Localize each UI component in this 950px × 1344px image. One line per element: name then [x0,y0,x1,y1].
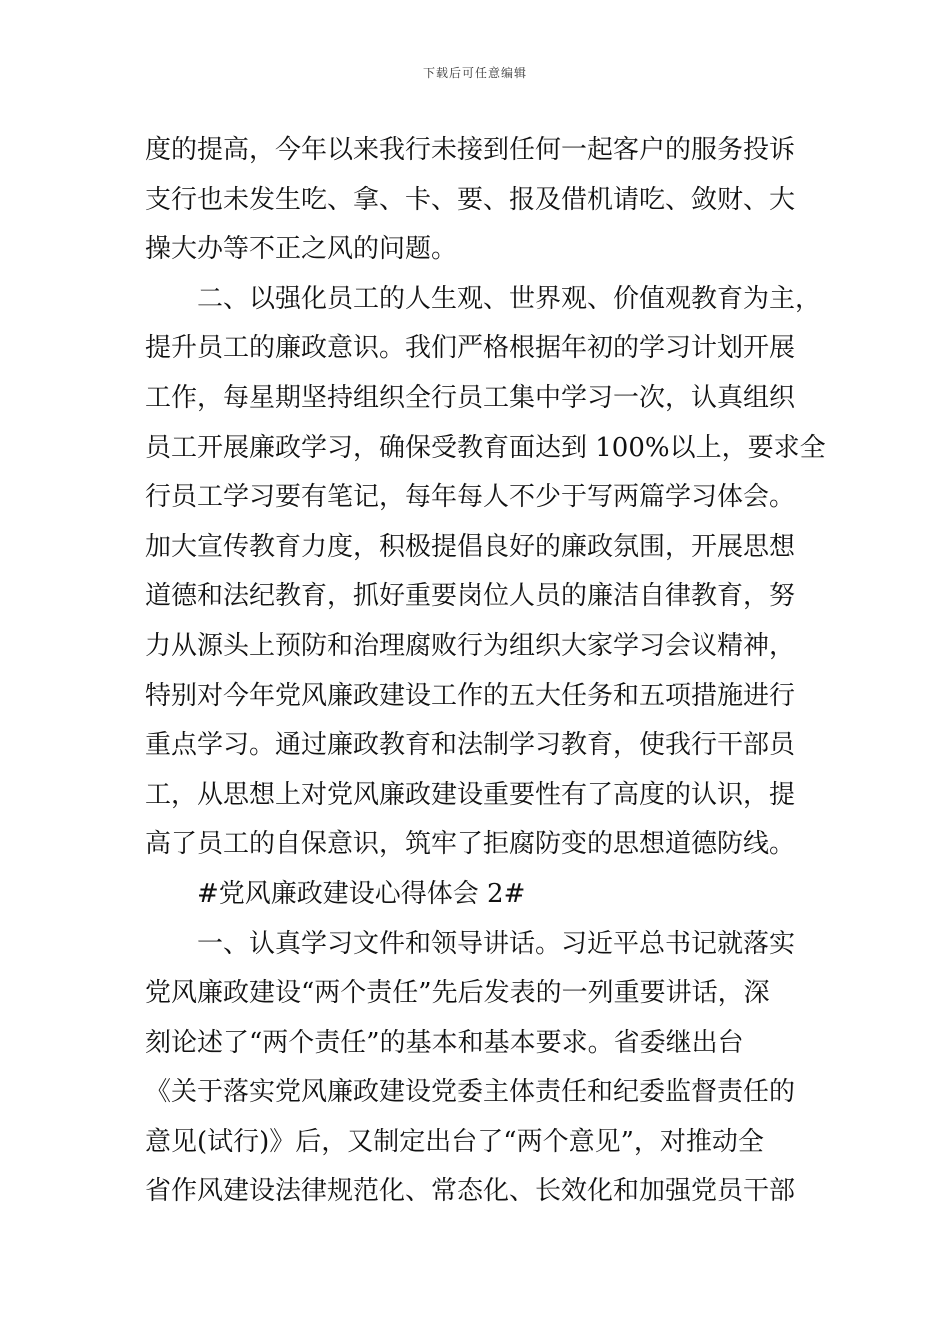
text-line: 《关于落实党风廉政建设党委主体责任和纪委监督责任的 [145,1077,796,1108]
text-line: 道德和法纪教育，抓好重要岗位人员的廉洁自律教育，努 [145,581,796,612]
text-line: 党风廉政建设“两个责任”先后发表的一列重要讲话，深 [145,978,770,1009]
text-line: 提升员工的廉政意识。我们严格根据年初的学习计划开展 [145,333,796,364]
text-line: 省作风建设法律规范化、常态化、长效化和加强党员干部 [145,1176,796,1207]
text-line: 加大宣传教育力度，积极提倡良好的廉政氛围，开展思想 [145,531,796,562]
text-line: 高了员工的自保意识，筑牢了拒腐防变的思想道德防线。 [145,829,796,860]
text-line: 工作，每星期坚持组织全行员工集中学习一次，认真组织 [145,382,796,413]
text-line: 行员工学习要有笔记，每年每人不少于写两篇学习体会。 [145,482,796,513]
text-line: 员工开展廉政学习，确保受教育面达到 100%以上，要求全 [145,432,826,463]
text-line: 力从源头上预防和治理腐败行为组织大家学习会议精神， [145,630,796,661]
text-line: 特别对今年党风廉政建设工作的五大任务和五项措施进行 [145,680,796,711]
text-line: 重点学习。通过廉政教育和法制学习教育，使我行干部员 [145,730,796,761]
text-line: 支行也未发生吃、拿、卡、要、报及借机请吃、敛财、大 [145,184,796,215]
text-line: 二、以强化员工的人生观、世界观、价值观教育为主， [197,283,822,314]
text-line: 刻论述了“两个责任”的基本和基本要求。省委继出台 [145,1027,744,1058]
text-line: 工，从思想上对党风廉政建设重要性有了高度的认识，提 [145,779,796,810]
section-heading: #党风廉政建设心得体会 2# [197,878,526,909]
document-body [145,126,826,1217]
text-line: 意见(试行)》后，又制定出台了“两个意见”，对推动全 [145,1126,764,1157]
text-line: 度的提高，今年以来我行未接到任何一起客户的服务投诉 [145,135,796,165]
text-line: 操大办等不正之风的问题。 [145,234,458,265]
text-line: 一、认真学习文件和领导讲话。习近平总书记就落实 [197,928,796,959]
page-header-note: 下载后可任意编辑 [422,66,527,80]
